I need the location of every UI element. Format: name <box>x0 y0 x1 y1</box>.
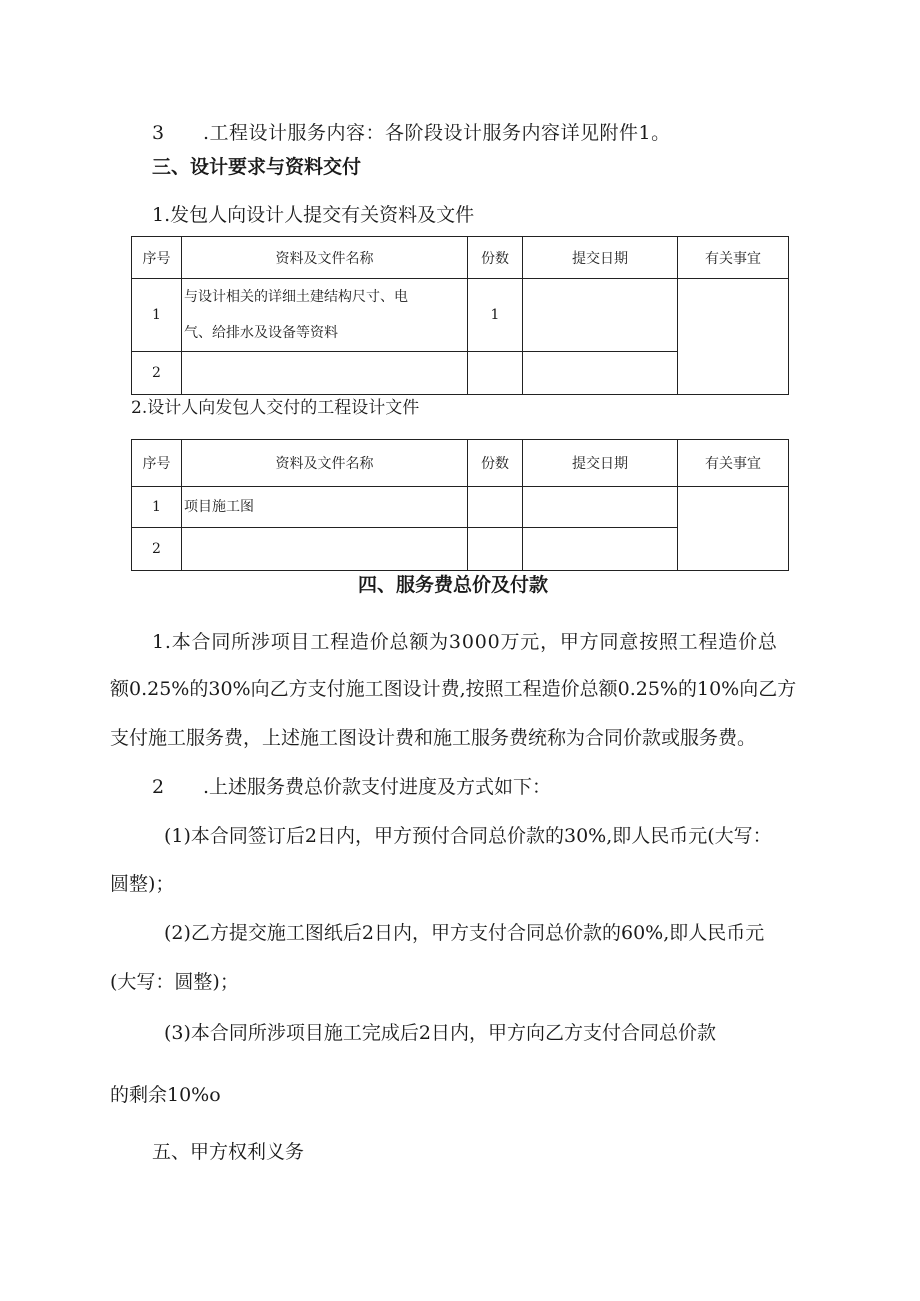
header-date: 提交日期 <box>523 237 678 279</box>
table-designer-documents <box>131 439 789 571</box>
header-notes: 有关事宜 <box>678 237 789 279</box>
section4-p1-line1: 1.本合同所涉项目工程造价总额为3000万元，甲方同意按照工程造价总 <box>152 631 778 653</box>
header-seq: 序号 <box>132 237 182 279</box>
row-copies <box>468 487 523 528</box>
payment-item3-line1: (3)本合同所涉项目施工完成后2日内，甲方向乙方支付合同总价款 <box>164 1022 717 1044</box>
row-name <box>182 279 468 352</box>
row-date <box>523 528 678 571</box>
row-date <box>523 352 678 395</box>
row-name-line1: 与设计相关的详细土建结构尺寸、电 <box>184 289 408 305</box>
payment-item1-line1: (1)本合同签订后2日内，甲方预付合同总价款的30%,即人民币元(大写： <box>164 825 772 847</box>
row-copies <box>468 528 523 571</box>
item3-text: .工程设计服务内容：各阶段设计服务内容详见附件1。 <box>203 122 671 144</box>
header-copies: 份数 <box>468 237 523 279</box>
section4-p1-line3: 支付施工服务费，上述施工图设计费和施工服务费统称为合同价款或服务费。 <box>110 727 757 749</box>
row-name: 项目施工图 <box>182 487 468 528</box>
payment-item1-line2: 圆整)； <box>110 873 175 895</box>
section3-sub2: 2.设计人向发包人交付的工程设计文件 <box>131 398 420 418</box>
row-copies: 1 <box>468 279 523 352</box>
header-notes: 有关事宜 <box>678 440 789 487</box>
section4-p2-text: .上述服务费总价款支付进度及方式如下： <box>203 776 552 798</box>
section5-title: 五、甲方权利义务 <box>152 1141 305 1163</box>
row-date <box>523 279 678 352</box>
table-header-row <box>132 237 789 279</box>
section3-sub1: 1.发包人向设计人提交有关资料及文件 <box>152 204 475 226</box>
header-name: 资料及文件名称 <box>182 237 468 279</box>
row-notes <box>678 279 789 395</box>
header-date: 提交日期 <box>523 440 678 487</box>
payment-item2-line1: (2)乙方提交施工图纸后2日内，甲方支付合同总价款的60%,即人民币元 <box>164 922 765 944</box>
header-copies: 份数 <box>468 440 523 487</box>
row-seq: 1 <box>132 279 182 352</box>
item3-number: 3 <box>152 122 165 144</box>
header-seq: 序号 <box>132 440 182 487</box>
row-seq: 2 <box>132 528 182 571</box>
table-client-documents <box>131 236 789 395</box>
row-name <box>182 352 468 395</box>
table-row <box>132 487 789 528</box>
payment-item2-line2: (大写：圆整)； <box>110 971 239 993</box>
row-date <box>523 487 678 528</box>
row-name-line2: 气、给排水及设备等资料 <box>184 325 338 341</box>
table-header-row <box>132 440 789 487</box>
section4-title: 四、服务费总价及付款 <box>358 574 549 596</box>
table-row <box>132 279 789 352</box>
row-notes <box>678 487 789 571</box>
row-name <box>182 528 468 571</box>
header-name: 资料及文件名称 <box>182 440 468 487</box>
payment-item3-line2: 的剩余10%o <box>110 1084 221 1106</box>
row-seq: 2 <box>132 352 182 395</box>
section4-p1-line2: 额0.25%的30%向乙方支付施工图设计费,按照工程造价总额0.25%的10%向乙方 <box>110 678 797 700</box>
row-copies <box>468 352 523 395</box>
row-seq: 1 <box>132 487 182 528</box>
section3-title: 三、设计要求与资料交付 <box>152 156 362 178</box>
section4-p2-number: 2 <box>152 776 165 798</box>
